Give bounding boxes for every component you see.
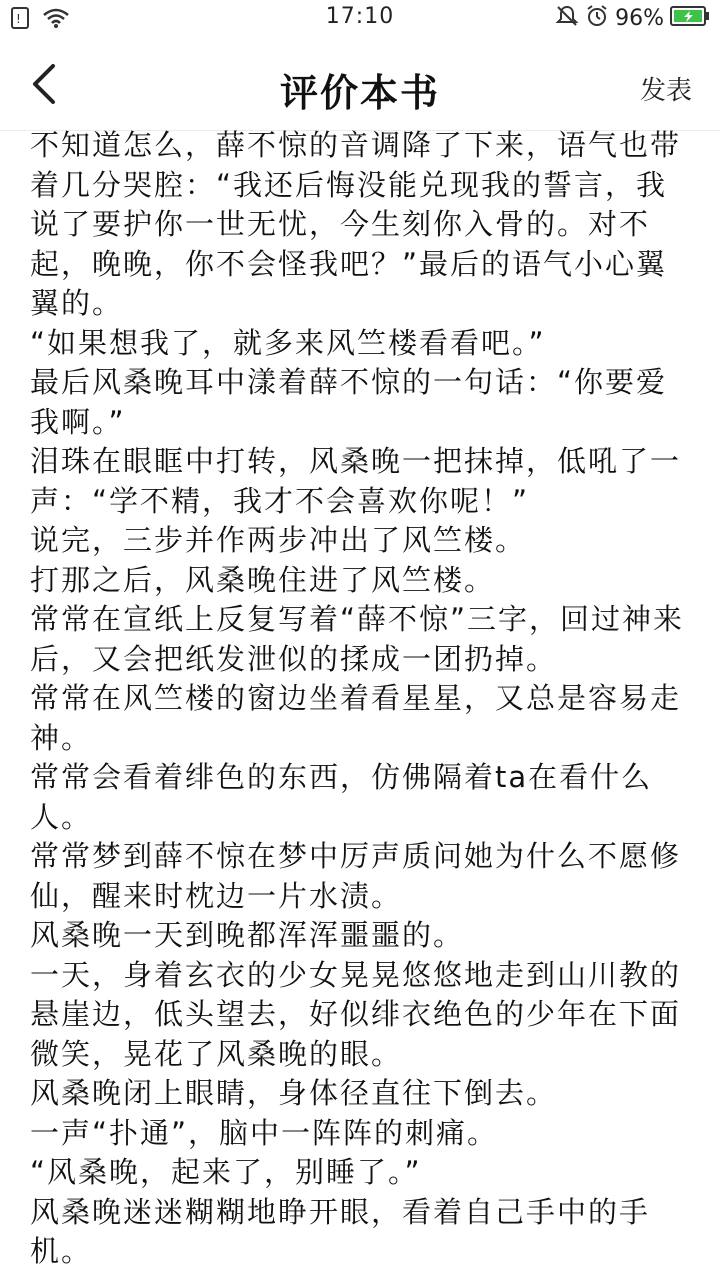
paragraph: 常常在风竺楼的窗边坐着看星星，又总是容易走神。 [30,681,682,755]
paragraph: 一声“扑通”，脑中一阵阵的刺痛。 [30,1115,499,1150]
paragraph: “风桑晚，起来了，别睡了。” [30,1155,422,1189]
paragraph: 一天，身着玄衣的少女晃晃悠悠地走到山川教的悬崖边，低头望去，好似绯衣绝色的少年在下面微笑，晃花了风桑晚的眼。 [30,957,682,1071]
paragraph: 常常梦到薛不惊在梦中厉声质问她为什么不愿修仙，醒来时枕边一片水渍。 [30,839,682,913]
paragraph: 打那之后，风桑晚住进了风竺楼。 [30,562,496,597]
battery-percent: 96% [615,5,664,31]
paragraph: 最后风桑晚耳中漾着薛不惊的一句话：“你要爱我啊。” [30,365,668,439]
paragraph: 常常在宣纸上反复写着“薛不惊”三字，回过神来后，又会把纸发泄似的揉成一团扔掉。 [30,602,685,676]
paragraph: 风桑晚闭上眼睛，身体径直往下倒去。 [30,1076,558,1110]
battery-charging-icon [670,5,710,31]
publish-button[interactable]: 发表 [639,76,692,106]
mute-icon [555,4,579,32]
paragraph: 说完，三步并作两步冲出了风竺楼。 [30,523,527,557]
review-text-content[interactable] [30,130,690,1280]
page-title: 评价本书 [279,70,440,115]
paragraph: 不知道怎么，薛不惊的音调降了下来，语气也带着几分哭腔：“我还后悔没能兑现我的誓言，我说了要护你一世无忧，今生刻你入骨的。对不起，晚晚，你不会怪我吧？”最后的语气小心翼翼的。 [30,130,682,320]
status-bar [0,0,720,36]
svg-text:!: ! [16,12,21,26]
paragraph: 风桑晚一天到晚都浑浑噩噩的。 [30,918,465,952]
paragraph: 泪珠在眼眶中打转，风桑晚一把抹掉，低吼了一声：“学不精，我才不会喜欢你呢！” [30,444,682,518]
status-right-icons [555,4,710,32]
paragraph: 风桑晚迷迷糊糊地睁开眼，看着自己手中的手机。 [30,1194,651,1268]
paragraph: 常常会看着绯色的东西，仿佛隔着ta在看什么人。 [30,760,653,834]
status-time: 17:10 [325,4,395,29]
paragraph: “如果想我了，就多来风竺楼看看吧。” [30,325,546,360]
top-navigation-bar [0,36,720,131]
alarm-icon [585,4,609,32]
